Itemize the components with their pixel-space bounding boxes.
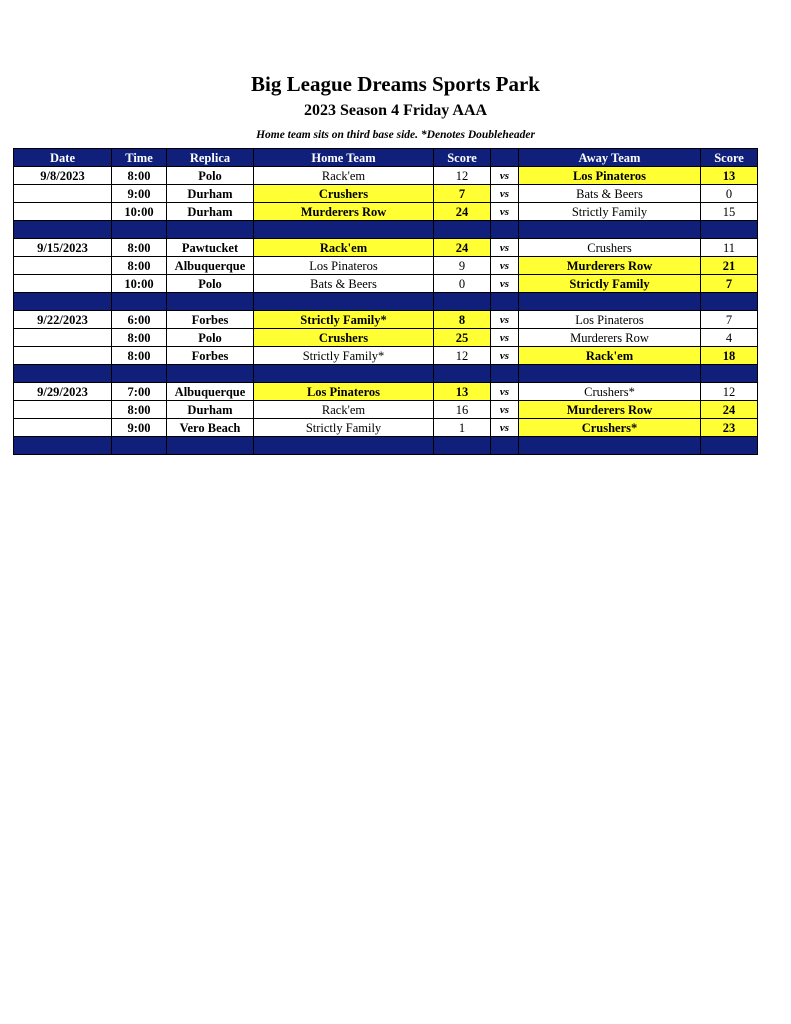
- page-note: Home team sits on third base side. *Denotes Doubleheader: [256, 129, 535, 141]
- cell-away-score: 24: [701, 401, 758, 419]
- cell-home-team: Los Pinateros: [254, 383, 434, 401]
- cell-home-score: 8: [434, 311, 491, 329]
- cell-home-score: 13: [434, 383, 491, 401]
- schedule-table: [13, 148, 758, 455]
- cell-vs: vs: [491, 239, 519, 257]
- cell-home-score: 25: [434, 329, 491, 347]
- cell-vs: vs: [491, 167, 519, 185]
- cell-time: 9:00: [112, 419, 167, 437]
- cell-date: [14, 185, 112, 203]
- week-separator: [14, 221, 758, 239]
- game-row: [14, 347, 758, 365]
- cell-home-score: 24: [434, 239, 491, 257]
- cell-vs: vs: [491, 401, 519, 419]
- cell-time: 10:00: [112, 203, 167, 221]
- cell-replica: Polo: [167, 167, 254, 185]
- cell-date: 9/8/2023: [14, 167, 112, 185]
- cell-away-team: Crushers: [519, 239, 701, 257]
- cell-home-score: 12: [434, 167, 491, 185]
- cell-date: [14, 347, 112, 365]
- cell-vs: vs: [491, 203, 519, 221]
- cell-replica: Albuquerque: [167, 257, 254, 275]
- cell-replica: Polo: [167, 329, 254, 347]
- cell-away-score: 4: [701, 329, 758, 347]
- cell-vs: vs: [491, 419, 519, 437]
- cell-date: [14, 401, 112, 419]
- header-home-score: Score: [434, 149, 491, 167]
- cell-replica: Durham: [167, 401, 254, 419]
- cell-away-team: Strictly Family: [519, 203, 701, 221]
- cell-home-team: Strictly Family: [254, 419, 434, 437]
- cell-replica: Polo: [167, 275, 254, 293]
- cell-date: [14, 275, 112, 293]
- game-row: [14, 329, 758, 347]
- cell-home-score: 7: [434, 185, 491, 203]
- cell-away-score: 7: [701, 311, 758, 329]
- cell-away-score: 12: [701, 383, 758, 401]
- header-time: Time: [112, 149, 167, 167]
- game-row: [14, 275, 758, 293]
- cell-home-score: 9: [434, 257, 491, 275]
- cell-away-score: 18: [701, 347, 758, 365]
- game-row: [14, 383, 758, 401]
- game-row: [14, 203, 758, 221]
- game-row: [14, 239, 758, 257]
- week-separator: [14, 293, 758, 311]
- cell-away-score: 13: [701, 167, 758, 185]
- cell-time: 10:00: [112, 275, 167, 293]
- cell-away-team: Murderers Row: [519, 257, 701, 275]
- cell-home-team: Strictly Family*: [254, 311, 434, 329]
- header-away-score: Score: [701, 149, 758, 167]
- week-separator: [14, 437, 758, 455]
- header-vs: [491, 149, 519, 167]
- cell-vs: vs: [491, 257, 519, 275]
- cell-home-team: Crushers: [254, 329, 434, 347]
- cell-date: 9/29/2023: [14, 383, 112, 401]
- cell-away-team: Crushers*: [519, 419, 701, 437]
- game-row: [14, 419, 758, 437]
- game-row: [14, 311, 758, 329]
- cell-replica: Albuquerque: [167, 383, 254, 401]
- cell-time: 7:00: [112, 383, 167, 401]
- cell-vs: vs: [491, 347, 519, 365]
- header-home-team: Home Team: [254, 149, 434, 167]
- cell-home-score: 16: [434, 401, 491, 419]
- cell-away-team: Crushers*: [519, 383, 701, 401]
- cell-away-team: Strictly Family: [519, 275, 701, 293]
- cell-away-score: 21: [701, 257, 758, 275]
- cell-home-score: 12: [434, 347, 491, 365]
- cell-vs: vs: [491, 185, 519, 203]
- game-row: [14, 167, 758, 185]
- cell-replica: Forbes: [167, 347, 254, 365]
- cell-vs: vs: [491, 383, 519, 401]
- cell-time: 8:00: [112, 329, 167, 347]
- cell-replica: Pawtucket: [167, 239, 254, 257]
- cell-replica: Forbes: [167, 311, 254, 329]
- cell-away-team: Los Pinateros: [519, 167, 701, 185]
- cell-date: [14, 329, 112, 347]
- cell-away-score: 0: [701, 185, 758, 203]
- cell-away-team: Los Pinateros: [519, 311, 701, 329]
- cell-home-team: Los Pinateros: [254, 257, 434, 275]
- cell-vs: vs: [491, 329, 519, 347]
- cell-time: 8:00: [112, 239, 167, 257]
- header-away-team: Away Team: [519, 149, 701, 167]
- cell-away-team: Rack'em: [519, 347, 701, 365]
- cell-replica: Durham: [167, 185, 254, 203]
- game-row: [14, 257, 758, 275]
- header-date: Date: [14, 149, 112, 167]
- cell-home-team: Rack'em: [254, 167, 434, 185]
- cell-home-team: Strictly Family*: [254, 347, 434, 365]
- cell-replica: Vero Beach: [167, 419, 254, 437]
- cell-home-score: 0: [434, 275, 491, 293]
- cell-date: [14, 419, 112, 437]
- header-row: [14, 149, 758, 167]
- cell-time: 8:00: [112, 401, 167, 419]
- header-replica: Replica: [167, 149, 254, 167]
- cell-home-team: Bats & Beers: [254, 275, 434, 293]
- cell-home-score: 24: [434, 203, 491, 221]
- game-row: [14, 185, 758, 203]
- cell-away-score: 15: [701, 203, 758, 221]
- cell-away-score: 23: [701, 419, 758, 437]
- cell-time: 9:00: [112, 185, 167, 203]
- cell-home-team: Crushers: [254, 185, 434, 203]
- page-subtitle: 2023 Season 4 Friday AAA: [303, 102, 488, 119]
- cell-date: 9/15/2023: [14, 239, 112, 257]
- cell-vs: vs: [491, 311, 519, 329]
- week-separator: [14, 365, 758, 383]
- cell-away-team: Murderers Row: [519, 329, 701, 347]
- cell-time: 8:00: [112, 167, 167, 185]
- cell-time: 8:00: [112, 347, 167, 365]
- page-title: Big League Dreams Sports Park: [251, 72, 540, 96]
- cell-home-team: Rack'em: [254, 239, 434, 257]
- cell-vs: vs: [491, 275, 519, 293]
- game-row: [14, 401, 758, 419]
- cell-date: 9/22/2023: [14, 311, 112, 329]
- cell-away-score: 7: [701, 275, 758, 293]
- cell-date: [14, 257, 112, 275]
- cell-away-score: 11: [701, 239, 758, 257]
- cell-away-team: Bats & Beers: [519, 185, 701, 203]
- cell-time: 6:00: [112, 311, 167, 329]
- cell-date: [14, 203, 112, 221]
- cell-away-team: Murderers Row: [519, 401, 701, 419]
- cell-time: 8:00: [112, 257, 167, 275]
- cell-home-team: Murderers Row: [254, 203, 434, 221]
- cell-home-score: 1: [434, 419, 491, 437]
- cell-home-team: Rack'em: [254, 401, 434, 419]
- cell-replica: Durham: [167, 203, 254, 221]
